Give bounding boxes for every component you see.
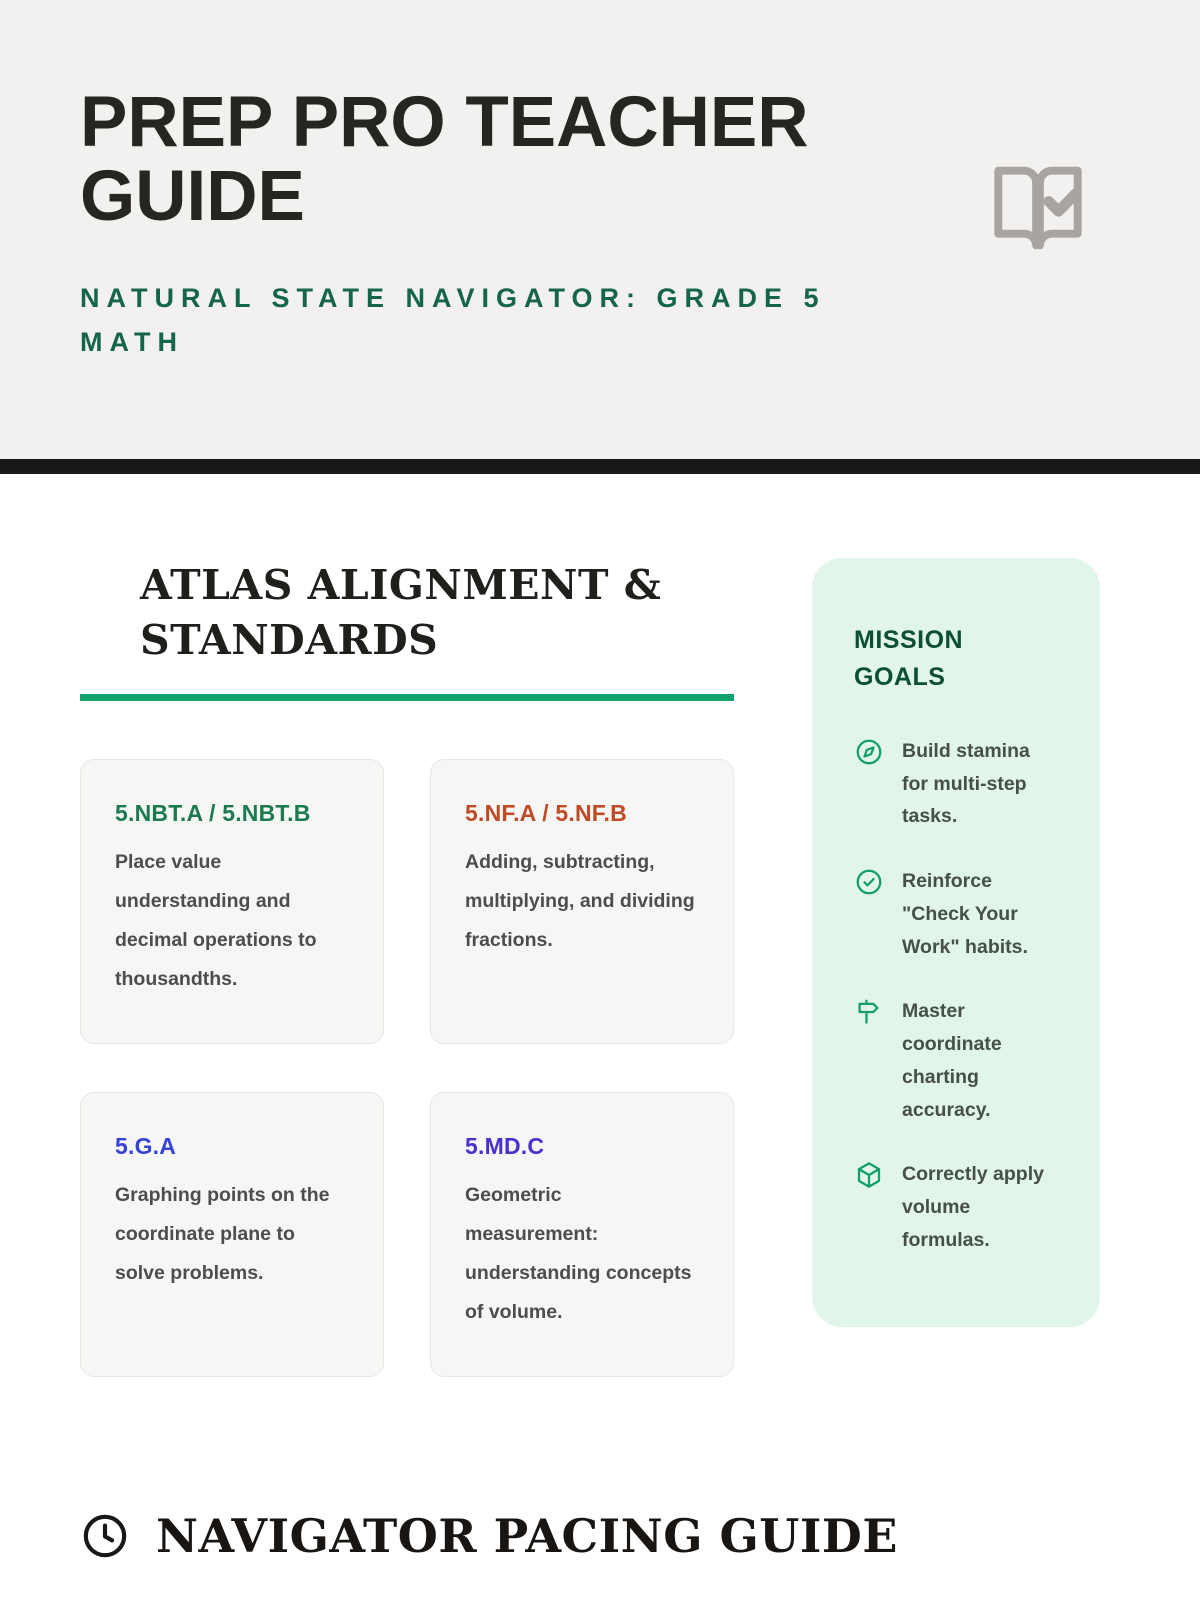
signpost-icon (854, 997, 884, 1027)
standard-description: Adding, subtracting, multiplying, and dividing fractions. (465, 851, 695, 952)
goal-text: Reinforce "Check Your Work" habits. (902, 870, 1028, 958)
mission-goals-heading: MISSION GOALS (854, 625, 964, 692)
pacing-guide-heading: NAVIGATOR PACING GUIDE (156, 1509, 898, 1564)
standard-description: Geometric measurement: understanding concepts of volume. (465, 1184, 692, 1324)
clock-icon (80, 1511, 130, 1561)
standard-code: 5.G.A (115, 1133, 177, 1160)
list-item (854, 1158, 1058, 1256)
standard-description: Graphing points on the coordinate plane to solve problems. (115, 1184, 330, 1285)
standard-description: Place value understanding and decimal operations to thousandths. (115, 851, 317, 991)
standard-card (80, 759, 384, 1044)
main-content (0, 474, 1200, 1378)
list-item (854, 995, 1058, 1126)
page-title: PREP PRO TEACHER GUIDE (80, 83, 809, 236)
standards-section (80, 558, 734, 1378)
compass-icon (854, 737, 884, 767)
goal-text: Correctly apply volume formulas. (902, 1163, 1044, 1251)
standards-card-grid (80, 759, 734, 1377)
check-circle-icon (854, 867, 884, 897)
header (0, 0, 1200, 459)
list-item (854, 735, 1058, 833)
mission-goals-panel (812, 558, 1100, 1327)
standard-card (430, 1092, 734, 1377)
pacing-guide-section (0, 1509, 1200, 1563)
standards-accent-rule (80, 694, 734, 701)
list-item (854, 865, 1058, 963)
standard-code: 5.NF.A / 5.NF.B (465, 800, 627, 827)
cube-icon (854, 1160, 884, 1190)
standard-code: 5.MD.C (465, 1133, 545, 1160)
open-book-check-icon (982, 152, 1094, 264)
standards-heading: ATLAS ALIGNMENT & STANDARDS (140, 560, 662, 665)
page-subtitle: NATURAL STATE NAVIGATOR: GRADE 5 MATH (80, 282, 826, 358)
mission-goals-list (854, 735, 1058, 1257)
standard-card (80, 1092, 384, 1377)
header-divider-bar (0, 459, 1200, 474)
goal-text: Master coordinate charting accuracy. (902, 1000, 1002, 1121)
standard-card (430, 759, 734, 1044)
goal-text: Build stamina for multi-step tasks. (902, 739, 1030, 828)
standard-code: 5.NBT.A / 5.NBT.B (115, 800, 311, 827)
